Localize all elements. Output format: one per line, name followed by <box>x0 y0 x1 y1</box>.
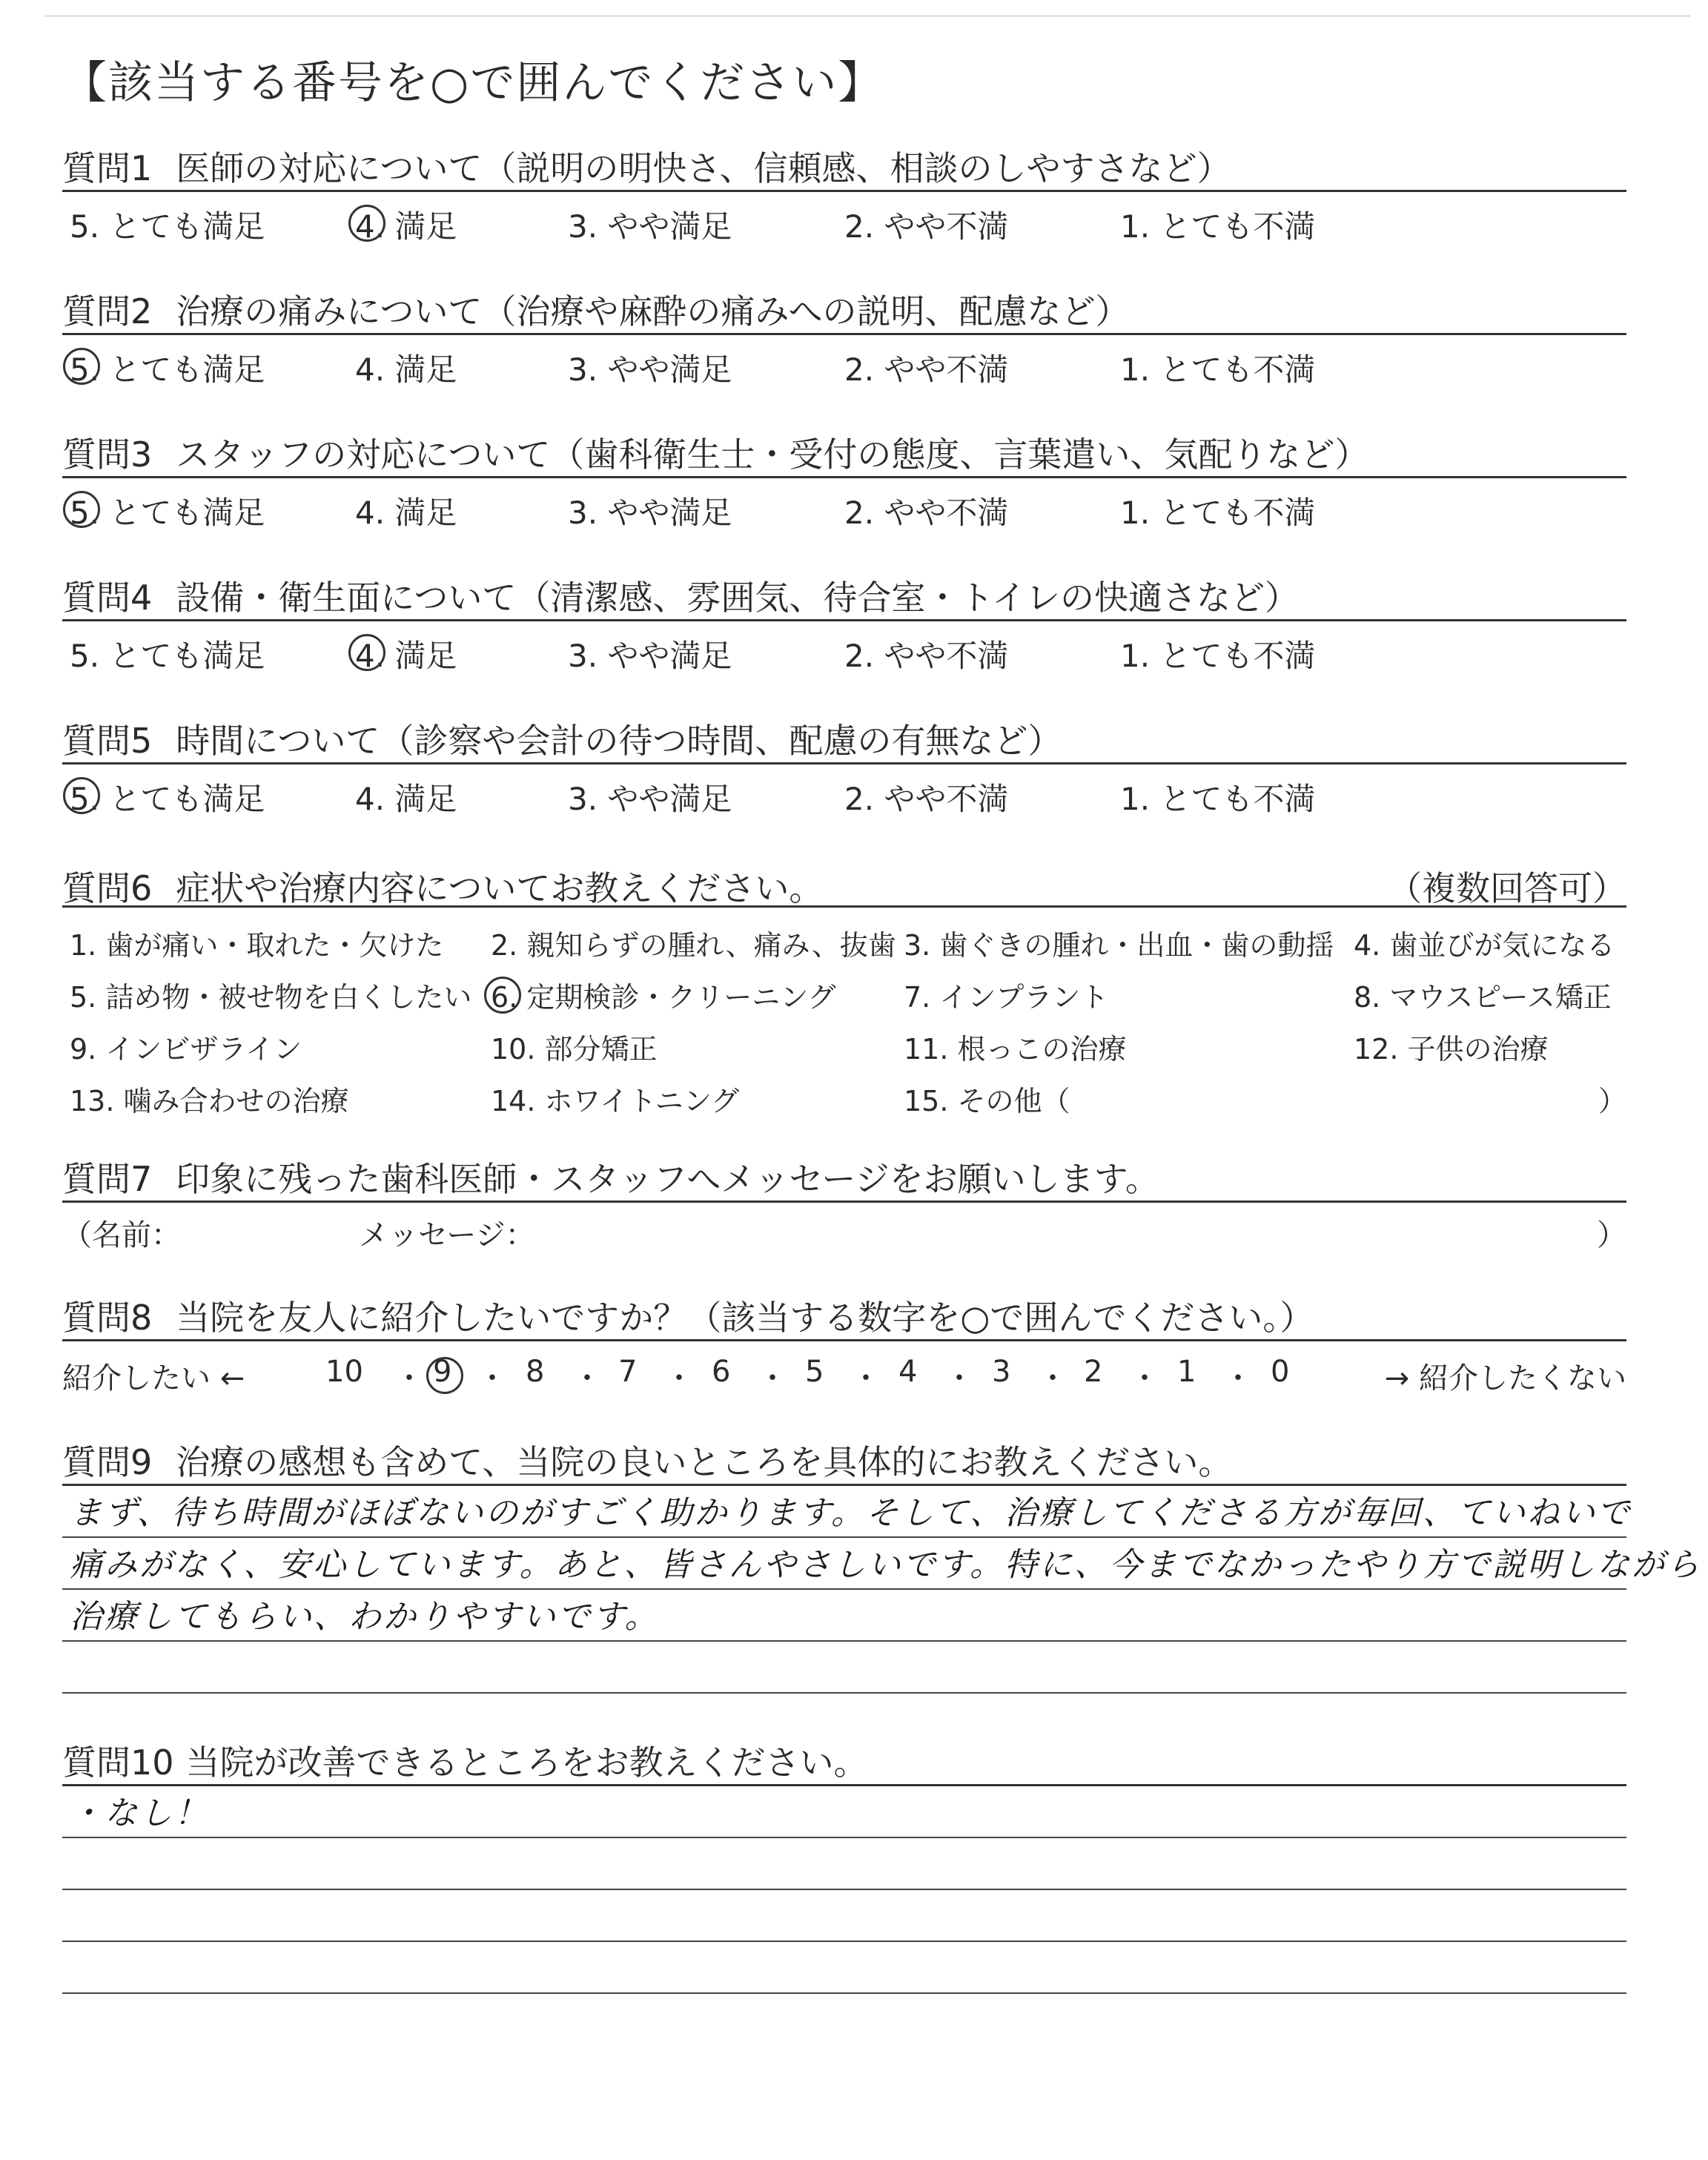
question-6-note: （複数回答可） <box>1388 868 1626 908</box>
q6-option-14[interactable]: 14. ホワイトニング <box>491 1085 740 1117</box>
q4-option-2[interactable]: 2. やや不満 <box>844 638 1009 674</box>
handwritten-answer-line-2: 痛みがなく、安心しています。あと、皆さんやさしいです。特に、今までなかったやり方で説明しながら <box>70 1546 1702 1584</box>
scale-8[interactable]: 8 <box>526 1355 545 1389</box>
question-1-options <box>62 192 1626 245</box>
scale-dot: ・ <box>394 1361 424 1396</box>
survey-sheet <box>62 57 1702 1994</box>
question-5-text: 時間について（診察や会計の待つ時間、配慮の有無など） <box>176 721 1062 761</box>
question-4 <box>62 578 1626 674</box>
q4-option-3[interactable]: 3. やや満足 <box>568 638 732 674</box>
question-8-label: 質問8 <box>62 1298 153 1338</box>
question-2-text: 治療の痛みについて（治療や麻酔の痛みへの説明、配慮など） <box>176 291 1130 331</box>
scale-right-label: → 紹介したくない <box>1384 1361 1626 1396</box>
scale-7[interactable]: 7 <box>618 1355 638 1389</box>
question-10-title <box>62 1745 1626 1784</box>
question-1-text: 医師の対応について（説明の明快さ、信頼感、相談のしやすさなど） <box>176 148 1231 188</box>
handwritten-answer-line-3: 治療してもらい、わかりやすいです。 <box>70 1598 660 1636</box>
answer-line <box>62 1786 1626 1838</box>
q6-option-5[interactable]: 5. 詰め物・被せ物を白くしたい <box>70 981 472 1014</box>
question-6-title <box>62 867 1626 908</box>
question-4-text: 設備・衛生面について（清潔感、雰囲気、待合室・トイレの快適さなど） <box>176 578 1300 618</box>
referral-scale <box>62 1341 1626 1396</box>
answer-line <box>62 1486 1632 1538</box>
scale-dot: ・ <box>1223 1361 1253 1396</box>
q6-option-4[interactable]: 4. 歯並びが気になる <box>1354 929 1615 962</box>
answer-line <box>62 1838 1626 1890</box>
q7-close-paren: ） <box>1597 1218 1626 1252</box>
q6-option-10[interactable]: 10. 部分矯正 <box>491 1033 658 1066</box>
question-5 <box>62 721 1626 817</box>
q3-option-4[interactable]: 4. 満足 <box>355 495 457 531</box>
question-3 <box>62 435 1626 531</box>
q6-option-12[interactable]: 12. 子供の治療 <box>1354 1033 1549 1066</box>
question-10-label: 質問10 <box>62 1743 174 1783</box>
question-7-title <box>62 1159 1626 1200</box>
question-10-answer[interactable] <box>62 1786 1626 1994</box>
scale-2[interactable]: 2 <box>1084 1355 1103 1389</box>
q4-option-5[interactable]: 5. とても満足 <box>70 638 265 674</box>
q4-option-4-selected[interactable]: 4. 満足 <box>355 632 457 676</box>
q1-option-3[interactable]: 3. やや満足 <box>568 208 732 245</box>
scale-3[interactable]: 3 <box>992 1355 1011 1389</box>
question-7-label: 質問7 <box>62 1159 153 1199</box>
question-1-title <box>62 148 1626 190</box>
question-3-label: 質問3 <box>62 435 153 475</box>
scale-left-label: 紹介したい ← <box>62 1361 245 1396</box>
scale-dot: ・ <box>1038 1361 1068 1396</box>
scale-0[interactable]: 0 <box>1271 1355 1290 1389</box>
question-6-options <box>62 908 1626 1119</box>
q1-option-1[interactable]: 1. とても不満 <box>1120 208 1316 245</box>
q2-option-3[interactable]: 3. やや満足 <box>568 351 732 388</box>
q6-option-9[interactable]: 9. インビザライン <box>70 1033 302 1066</box>
q3-option-2[interactable]: 2. やや不満 <box>844 495 1009 531</box>
scale-10[interactable]: 10 <box>325 1355 363 1389</box>
q5-option-1[interactable]: 1. とても不満 <box>1120 781 1316 817</box>
question-9 <box>62 1442 1702 1694</box>
scale-dot: ・ <box>758 1361 787 1396</box>
question-10-text: 当院が改善できるところをお教えください。 <box>185 1743 868 1783</box>
question-8-title <box>62 1298 1626 1339</box>
question-3-text: スタッフの対応について（歯科衛生士・受付の態度、言葉遣い、気配りなど） <box>176 435 1369 475</box>
scale-dot: ・ <box>1130 1361 1159 1396</box>
q7-name-label: （名前： <box>62 1218 181 1252</box>
q5-option-3[interactable]: 3. やや満足 <box>568 781 732 817</box>
question-3-options <box>62 478 1626 531</box>
q6-option-2[interactable]: 2. 親知らずの腫れ、痛み、抜歯 <box>491 929 896 962</box>
answer-line <box>62 1642 1626 1694</box>
scale-5[interactable]: 5 <box>805 1355 824 1389</box>
handwritten-answer-line-1: ・なし！ <box>70 1794 209 1832</box>
q3-option-3[interactable]: 3. やや満足 <box>568 495 732 531</box>
question-2-options <box>62 335 1626 388</box>
question-9-text: 治療の感想も含めて、当院の良いところを具体的にお教えください。 <box>176 1442 1233 1482</box>
scale-4[interactable]: 4 <box>898 1355 918 1389</box>
answer-line <box>62 1890 1626 1942</box>
q6-option-15[interactable]: 15. その他（ <box>904 1085 1070 1117</box>
q6-option-6-selected[interactable]: 6. 定期検診・クリーニング <box>491 974 836 1015</box>
q1-option-4-selected[interactable]: 4. 満足 <box>355 202 457 247</box>
answer-line <box>62 1942 1626 1994</box>
q5-option-2[interactable]: 2. やや不満 <box>844 781 1009 817</box>
question-10 <box>62 1745 1626 1994</box>
q1-option-5[interactable]: 5. とても満足 <box>70 208 265 245</box>
question-9-answer[interactable] <box>62 1486 1702 1694</box>
question-4-title <box>62 578 1626 619</box>
question-7-fields <box>62 1203 1626 1252</box>
q6-option-13[interactable]: 13. 噛み合わせの治療 <box>70 1085 349 1117</box>
answer-line <box>62 1590 1626 1642</box>
question-2-title <box>62 291 1626 333</box>
answer-line <box>62 1538 1702 1590</box>
page-top-edge <box>44 15 1690 17</box>
q6-option-1[interactable]: 1. 歯が痛い・取れた・欠けた <box>70 929 444 962</box>
question-6 <box>62 867 1626 1119</box>
q3-option-5-selected[interactable]: 5. とても満足 <box>70 489 265 533</box>
question-5-options <box>62 764 1626 817</box>
question-1-label: 質問1 <box>62 148 153 188</box>
survey-title: 【該当する番号を○で囲んでください】 <box>62 57 884 109</box>
handwritten-answer-line-1: まず、待ち時間がほぼないのがすごく助かります。そして、治療してくださる方が毎回、ていねいで <box>70 1494 1632 1532</box>
scale-dot: ・ <box>851 1361 881 1396</box>
q6-other-close-paren: ） <box>1598 1085 1626 1117</box>
question-6-text: 症状や治療内容についてお教えください。 <box>176 868 824 908</box>
q6-option-3[interactable]: 3. 歯ぐきの腫れ・出血・歯の動揺 <box>904 929 1334 962</box>
question-8-text: 当院を友人に紹介したいですか？（該当する数字を○で囲んでください。） <box>176 1298 1314 1338</box>
question-9-label: 質問9 <box>62 1442 153 1482</box>
question-2 <box>62 291 1626 388</box>
scale-dot: ・ <box>664 1361 694 1396</box>
scale-1[interactable]: 1 <box>1177 1355 1196 1389</box>
question-1 <box>62 148 1626 245</box>
q6-option-11[interactable]: 11. 根っこの治療 <box>904 1033 1127 1066</box>
question-9-title <box>62 1442 1626 1484</box>
question-4-label: 質問4 <box>62 578 153 618</box>
question-4-options <box>62 621 1626 674</box>
question-2-label: 質問2 <box>62 291 153 331</box>
q5-option-5-selected[interactable]: 5. とても満足 <box>70 775 265 819</box>
q2-option-4[interactable]: 4. 満足 <box>355 351 457 388</box>
q5-option-4[interactable]: 4. 満足 <box>355 781 457 817</box>
question-6-label: 質問6 <box>62 868 153 908</box>
scale-6[interactable]: 6 <box>712 1355 731 1389</box>
question-5-label: 質問5 <box>62 721 153 761</box>
q6-option-8[interactable]: 8. マウスピース矯正 <box>1354 981 1612 1014</box>
scale-dot: ・ <box>572 1361 602 1396</box>
question-7 <box>62 1159 1626 1252</box>
scale-dot: ・ <box>944 1361 974 1396</box>
q2-option-2[interactable]: 2. やや不満 <box>844 351 1009 388</box>
question-8 <box>62 1298 1626 1396</box>
q2-option-1[interactable]: 1. とても不満 <box>1120 351 1316 388</box>
question-7-text: 印象に残った歯科医師・スタッフへメッセージをお願いします。 <box>176 1159 1159 1199</box>
scale-9-selected[interactable]: 9 <box>433 1355 452 1389</box>
q6-option-7[interactable]: 7. インプラント <box>904 981 1109 1014</box>
q4-option-1[interactable]: 1. とても不満 <box>1120 638 1316 674</box>
q3-option-1[interactable]: 1. とても不満 <box>1120 495 1316 531</box>
q1-option-2[interactable]: 2. やや不満 <box>844 208 1009 245</box>
q7-message-label: メッセージ： <box>359 1218 535 1252</box>
q2-option-5-selected[interactable]: 5. とても満足 <box>70 346 265 390</box>
question-5-title <box>62 721 1626 762</box>
question-3-title <box>62 437 1626 476</box>
scale-dot: ・ <box>477 1361 507 1396</box>
